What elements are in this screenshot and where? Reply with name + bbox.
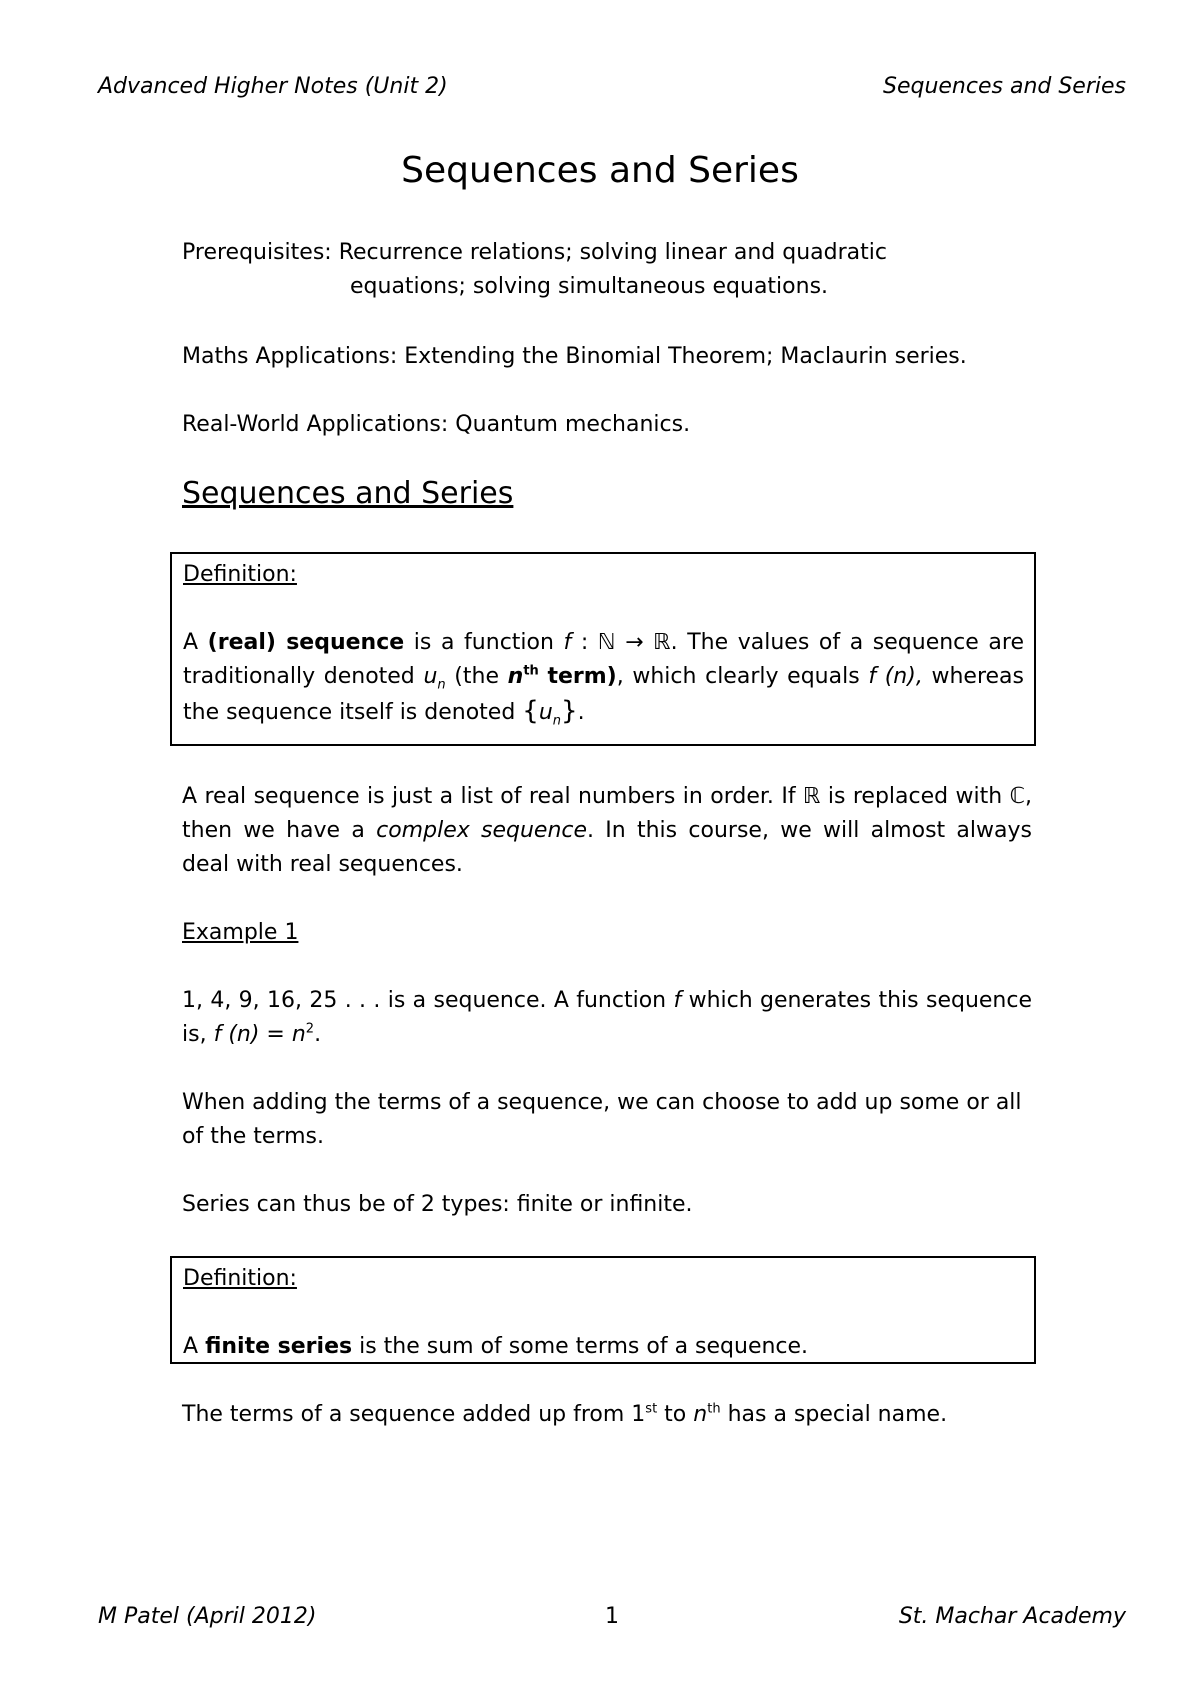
real-sequence-paragraph: [182, 780, 1032, 882]
prerequisites-line2: equations; solving simultaneous equations.: [350, 274, 829, 299]
last-n: n: [693, 1402, 708, 1427]
def-real-sequence: (real) sequence: [207, 630, 405, 655]
last-to: to: [664, 1402, 687, 1427]
def-mapping: : ℕ → ℝ: [580, 630, 671, 655]
definition-label: Definition:: [183, 562, 297, 587]
def2-rest: is the sum of some terms of a sequence.: [359, 1334, 809, 1359]
def-u-set: u: [538, 700, 553, 725]
footer-right: St. Machar Academy: [898, 1604, 1126, 1629]
def-whereas: whereas the sequence itself is denoted: [183, 664, 1024, 725]
def-th: th: [523, 663, 539, 679]
def-is-function: is a function: [413, 630, 554, 655]
def-period: .: [577, 700, 585, 725]
example-part1: 1, 4, 9, 16, 25 . . . is a sequence. A function: [182, 988, 667, 1013]
example-exponent: 2: [305, 1021, 315, 1037]
def-u-sub-n: n: [437, 677, 446, 693]
def2-a: A: [183, 1334, 199, 1359]
example-formula: f (n) = n: [213, 1022, 306, 1047]
real-seq-part1: A real sequence is just a list of real numbers in order. If ℝ is replaced with ℂ, then we have a: [182, 784, 1032, 843]
special-name-line: [182, 1398, 1032, 1432]
def-clearly: , which clearly equals: [616, 664, 860, 689]
def-nth-n: n: [507, 664, 524, 689]
maths-applications: Maths Applications: Extending the Binomial Theorem; Maclaurin series.: [182, 344, 967, 369]
real-world-applications: Real-World Applications: Quantum mechanics.: [182, 412, 691, 437]
def-f-of-n: f (n),: [868, 664, 923, 689]
example-1-heading: Example 1: [182, 920, 299, 945]
prerequisites: [182, 236, 1032, 304]
example-part2: which generates this sequence is,: [182, 988, 1032, 1047]
example-period: .: [314, 1022, 322, 1047]
def-a: A: [183, 630, 199, 655]
header-right: Sequences and Series: [882, 74, 1126, 99]
def-the: (the: [454, 664, 499, 689]
page-title: Sequences and Series: [401, 150, 799, 191]
def-brace-open: {: [522, 696, 539, 726]
definition-box-sequence: [170, 552, 1036, 746]
real-seq-part2: . In this course, we will almost always deal with real sequences.: [182, 818, 1032, 877]
page-header: [98, 74, 1126, 99]
def-values-text: . The values of a sequence are traditionally denoted: [183, 630, 1024, 689]
last-th: th: [707, 1401, 721, 1417]
def-f: f: [563, 630, 572, 655]
page-footer: [98, 1604, 1126, 1629]
definition-text: [183, 626, 1024, 730]
section-heading: Sequences and Series: [182, 476, 514, 511]
def-u: u: [423, 664, 438, 689]
last-st: st: [645, 1401, 658, 1417]
footer-left: M Patel (April 2012): [98, 1604, 317, 1629]
prerequisites-label: Prerequisites:: [182, 240, 332, 265]
complex-sequence-term: complex sequence: [376, 818, 588, 843]
page-number: 1: [605, 1604, 619, 1629]
def-term: term): [547, 664, 617, 689]
header-left: Advanced Higher Notes (Unit 2): [98, 74, 448, 99]
def-u-set-sub-n: n: [552, 713, 562, 729]
def-brace-close: }: [561, 696, 578, 726]
adding-terms-paragraph: When adding the terms of a sequence, we can choose to add up some or all of the terms.: [182, 1090, 1022, 1149]
last-part1: The terms of a sequence added up from 1: [182, 1402, 646, 1427]
last-part2: has a special name.: [727, 1402, 948, 1427]
prerequisites-line1: Recurrence relations; solving linear and quadratic: [338, 240, 887, 265]
example-1-text: [182, 984, 1032, 1052]
def2-finite-series: finite series: [205, 1334, 353, 1359]
example-f: f: [673, 988, 682, 1013]
definition-label-2: Definition:: [183, 1266, 297, 1291]
definition-box-finite-series: [170, 1256, 1036, 1364]
series-types-paragraph: Series can thus be of 2 types: finite or infinite.: [182, 1192, 693, 1217]
